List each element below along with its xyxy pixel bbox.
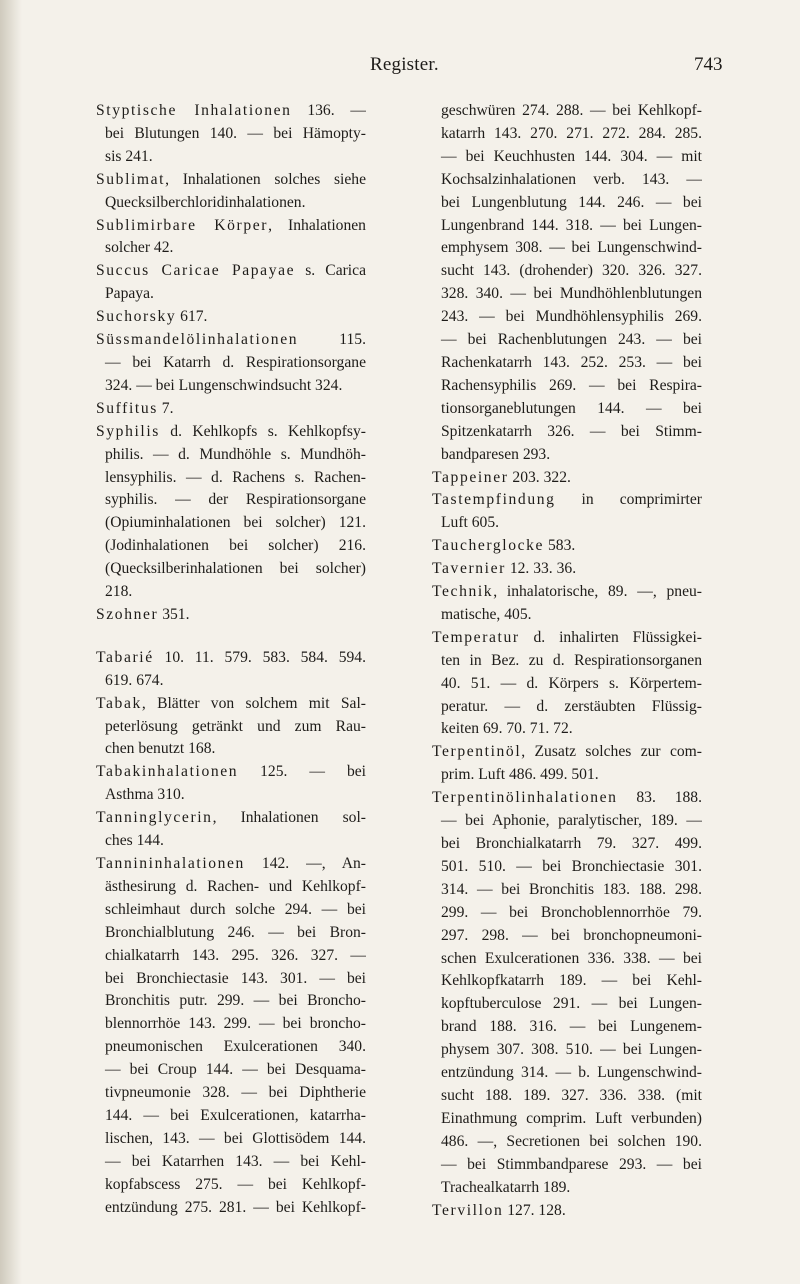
index-text: entzündung 314. — b. Lungenschwind-	[441, 1064, 702, 1082]
index-line	[96, 716, 366, 739]
index-line	[432, 925, 702, 948]
index-text: Asthma 310.	[105, 786, 185, 804]
index-line	[432, 696, 702, 719]
index-headword: Szohner	[96, 605, 159, 623]
index-text: Kochsalzinhalationen verb. 143. —	[441, 170, 702, 188]
index-line	[96, 535, 366, 558]
index-text: Einathmung comprim. Luft verbunden)	[441, 1109, 702, 1127]
index-text: s. Carica	[295, 262, 366, 280]
index-line	[432, 329, 702, 352]
index-line	[96, 670, 366, 693]
index-line	[432, 741, 702, 764]
index-line	[96, 444, 366, 467]
index-line	[432, 1039, 702, 1062]
index-line	[96, 306, 366, 329]
index-text: Spitzenkatarrh 326. — bei Stimm-	[441, 422, 702, 440]
index-text: peterlösung getränkt und zum Rau-	[105, 717, 366, 735]
index-line	[432, 169, 702, 192]
index-line	[432, 1062, 702, 1085]
index-text: kopftuberculose 291. — bei Lungen-	[441, 995, 702, 1013]
index-text: peratur. — d. zerstäubten Flüssig-	[441, 697, 702, 715]
index-text: schen Exulcerationen 336. 338. — bei	[441, 949, 702, 967]
index-line	[96, 581, 366, 604]
index-text: 324. — bei Lungenschwindsucht 324.	[105, 376, 343, 394]
index-text: 351.	[158, 605, 190, 623]
index-line	[96, 899, 366, 922]
index-line	[432, 604, 702, 627]
index-line	[432, 1131, 702, 1154]
index-line	[432, 650, 702, 673]
index-line	[432, 1016, 702, 1039]
index-line	[96, 375, 366, 398]
index-text: bei Blutungen 140. — bei Hämopty-	[105, 124, 366, 142]
index-line	[96, 1151, 366, 1174]
index-text: Kehlkopfkatarrh 189. — bei Kehl-	[441, 972, 702, 990]
index-text: 583.	[544, 537, 576, 555]
index-line	[432, 627, 702, 650]
index-text: Lungenbrand 144. 318. — bei Lungen-	[441, 216, 702, 234]
index-text: brand 188. 316. — bei Lungenem-	[441, 1018, 702, 1036]
index-line	[96, 283, 366, 306]
index-line	[432, 787, 702, 810]
index-line	[432, 421, 702, 444]
index-text: 619. 674.	[105, 671, 164, 689]
index-headword: Tabarié	[96, 648, 154, 666]
index-line	[432, 375, 702, 398]
index-text: kopfabscess 275. — bei Kehlkopf-	[105, 1175, 366, 1193]
index-headword: Tavernier	[432, 560, 506, 578]
index-line	[96, 1105, 366, 1128]
page-gutter-shadow	[0, 0, 22, 1284]
index-line	[432, 833, 702, 856]
index-text: — bei Keuchhusten 144. 304. — mit	[441, 147, 702, 165]
index-text: Luft 605.	[441, 514, 500, 532]
index-headword: Syphilis	[96, 422, 160, 440]
index-text: Trachealkatarrh 189.	[441, 1178, 571, 1196]
index-text: 12. 33. 36.	[505, 560, 577, 578]
index-headword: Tabakinhalationen	[96, 763, 239, 781]
index-text: pneumonischen Exulcerationen 340.	[105, 1038, 366, 1056]
index-text: , Inhalationen sol-	[212, 809, 366, 827]
index-text: 203. 322.	[508, 468, 571, 486]
index-line	[96, 398, 366, 421]
index-text: 115.	[298, 331, 366, 349]
index-text: Quecksilberchloridinhalationen.	[105, 193, 306, 211]
index-text: Bronchialblutung 246. — bei Bron-	[105, 923, 366, 941]
index-line	[96, 1128, 366, 1151]
index-text: 617.	[176, 308, 208, 326]
index-line	[96, 1059, 366, 1082]
index-line	[96, 807, 366, 830]
index-text: sis 241.	[105, 147, 153, 165]
index-headword: Süssmandelölinhalationen	[96, 331, 299, 349]
index-text: ästhesirung d. Rachen- und Kehlkopf-	[105, 877, 366, 895]
index-line	[432, 100, 702, 123]
index-text: — bei Katarrh d. Respirationsorgane	[105, 353, 366, 371]
index-line	[432, 718, 702, 741]
index-headword: Terpentinölinhalationen	[432, 789, 618, 807]
index-line	[96, 968, 366, 991]
index-text: Bronchitis putr. 299. — bei Broncho-	[105, 992, 366, 1010]
index-text: — bei Aphonie, paralytischer, 189. —	[441, 812, 702, 830]
index-text: — bei Katarrhen 143. — bei Kehl-	[105, 1152, 366, 1170]
index-text: keiten 69. 70. 71. 72.	[441, 720, 573, 738]
index-line	[432, 146, 702, 169]
index-line	[96, 990, 366, 1013]
index-text: 40. 51. — d. Körpers s. Körpertem-	[441, 674, 702, 692]
index-line	[96, 237, 366, 260]
index-text: — bei Rachenblutungen 243. — bei	[441, 331, 702, 349]
index-text: solcher 42.	[105, 239, 174, 257]
index-text: bei Lungenblutung 144. 246. — bei	[441, 193, 702, 211]
index-line	[96, 352, 366, 375]
index-text: 218.	[105, 583, 133, 601]
index-text: tivpneumonie 328. — bei Diphtherie	[105, 1084, 366, 1102]
index-line	[96, 192, 366, 215]
index-text: , Inhalationen	[268, 216, 366, 234]
index-line	[432, 1177, 702, 1200]
index-line	[432, 1154, 702, 1177]
index-line	[432, 260, 702, 283]
index-text: geschwüren 274. 288. — bei Kehlkopf-	[441, 102, 702, 119]
index-line	[96, 761, 366, 784]
index-line	[96, 945, 366, 968]
index-text: , Inhalationen solches siehe	[165, 170, 366, 188]
index-line	[96, 693, 366, 716]
index-line	[432, 764, 702, 787]
index-line	[432, 1200, 702, 1223]
index-text: chialkatarrh 143. 295. 326. 327. —	[105, 946, 366, 964]
index-text: 10. 11. 579. 583. 584. 594.	[153, 648, 366, 666]
index-text: Papaya.	[105, 285, 154, 303]
index-headword: Tabak	[96, 694, 142, 712]
index-line	[96, 558, 366, 581]
index-headword: Sublimirbare Körper	[96, 216, 269, 234]
index-line	[432, 444, 702, 467]
index-text: 83. 188.	[617, 789, 702, 807]
index-text: d. Kehlkopfs s. Kehlkopfsy-	[159, 422, 366, 440]
index-line	[96, 784, 366, 807]
index-text: , Blätter von solchem mit Sal-	[141, 694, 366, 712]
index-line	[432, 856, 702, 879]
index-line	[96, 853, 366, 876]
index-line	[96, 922, 366, 945]
index-line	[96, 647, 366, 670]
index-text: 136. —	[291, 102, 366, 119]
section-gap	[96, 627, 366, 647]
index-line	[96, 1013, 366, 1036]
index-line	[96, 512, 366, 535]
index-line	[96, 169, 366, 192]
index-text: , Zusatz solches zur com-	[521, 743, 702, 761]
index-headword: Succus Caricae Papayae	[96, 262, 296, 280]
index-headword: Tappeiner	[432, 468, 509, 486]
index-text: — bei Stimmbandparese 293. — bei	[441, 1155, 702, 1173]
index-text: lensyphilis. — d. Rachens s. Rachen-	[105, 468, 366, 486]
index-line	[432, 192, 702, 215]
index-line	[432, 558, 702, 581]
index-headword: Tastempfindung	[432, 491, 556, 509]
page-number: 743	[694, 54, 723, 75]
index-line	[96, 215, 366, 238]
index-text: syphilis. — der Respirationsorgane	[105, 491, 366, 509]
index-text: emphysem 308. — bei Lungenschwind-	[441, 239, 702, 257]
index-line	[432, 489, 702, 512]
index-line	[96, 738, 366, 761]
index-text: 501. 510. — bei Bronchiectasie 301.	[441, 857, 702, 875]
index-headword: Technik	[432, 583, 494, 601]
index-line	[96, 876, 366, 899]
index-text: entzündung 275. 281. — bei Kehlkopf-	[105, 1198, 366, 1216]
index-headword: Taucherglocke	[432, 537, 545, 555]
index-line	[96, 1082, 366, 1105]
index-text: 127. 128.	[503, 1201, 566, 1219]
index-line	[432, 535, 702, 558]
index-line	[432, 237, 702, 260]
index-line	[96, 1197, 366, 1220]
index-text: chen benutzt 168.	[105, 740, 216, 758]
index-line	[432, 581, 702, 604]
index-text: prim. Luft 486. 499. 501.	[441, 766, 599, 784]
index-text: 144. — bei Exulcerationen, katarrha-	[105, 1106, 366, 1124]
index-text: sucht 143. (drohender) 320. 326. 327.	[441, 262, 702, 280]
index-line	[96, 421, 366, 444]
running-head: Register.	[370, 54, 439, 75]
index-line	[96, 146, 366, 169]
index-line	[432, 352, 702, 375]
index-text: (Opiuminhalationen bei solcher) 121.	[105, 514, 366, 532]
index-text: sucht 188. 189. 327. 336. 338. (mit	[441, 1086, 702, 1104]
index-line	[432, 283, 702, 306]
index-headword: Temperatur	[432, 628, 520, 646]
index-column-right	[432, 100, 702, 1222]
index-text: 486. —, Secretionen bei solchen 190.	[441, 1132, 702, 1150]
index-line	[96, 604, 366, 627]
index-text: physem 307. 308. 510. — bei Lungen-	[441, 1041, 702, 1059]
index-line	[432, 902, 702, 925]
index-line	[432, 512, 702, 535]
index-text: d. inhalirten Flüssigkei-	[519, 628, 702, 646]
index-line	[432, 215, 702, 238]
index-line	[432, 1108, 702, 1131]
index-line	[96, 123, 366, 146]
index-text: 299. — bei Bronchoblennorrhöe 79.	[441, 903, 702, 921]
index-text: philis. — d. Mundhöhle s. Mundhöh-	[105, 445, 366, 463]
index-line	[96, 830, 366, 853]
index-line	[96, 467, 366, 490]
index-line	[432, 1085, 702, 1108]
index-text: (Jodinhalationen bei solcher) 216.	[105, 537, 366, 555]
index-text: 142. —, An-	[244, 855, 366, 872]
index-headword: Terpentinöl	[432, 743, 522, 761]
index-text: ten in Bez. zu d. Respirationsorganen	[441, 651, 702, 669]
index-text: Rachensyphilis 269. — bei Respira-	[441, 376, 702, 394]
index-text: 243. — bei Mundhöhlensyphilis 269.	[441, 308, 702, 326]
index-text: 314. — bei Bronchitis 183. 188. 298.	[441, 880, 702, 898]
index-line	[432, 948, 702, 971]
index-headword: Suffitus	[96, 399, 158, 417]
index-line	[96, 260, 366, 283]
index-text: 7.	[157, 399, 174, 417]
index-text: Rachenkatarrh 143. 252. 253. — bei	[441, 353, 702, 371]
index-text: schleimhaut durch solche 294. — bei	[105, 900, 366, 918]
index-line	[96, 329, 366, 352]
index-line	[432, 306, 702, 329]
index-column-left	[96, 100, 366, 1220]
index-text: katarrh 143. 270. 271. 272. 284. 285.	[441, 124, 702, 142]
index-text: ches 144.	[105, 832, 164, 850]
index-text: 328. 340. — bei Mundhöhlenblutungen	[441, 285, 702, 303]
index-text: — bei Croup 144. — bei Desquama-	[105, 1061, 366, 1079]
index-text: bei Bronchiectasie 143. 301. — bei	[105, 969, 366, 987]
index-line	[432, 123, 702, 146]
index-text: blennorrhöe 143. 299. — bei broncho-	[105, 1015, 366, 1033]
index-headword: Tanninglycerin	[96, 809, 213, 827]
index-line	[432, 879, 702, 902]
index-headword: Sublimat	[96, 170, 166, 188]
index-line	[432, 993, 702, 1016]
index-headword: Suchorsky	[96, 308, 177, 326]
index-text: tionsorganeblutungen 144. — bei	[441, 399, 702, 417]
index-text: 297. 298. — bei bronchopneumoni-	[441, 926, 702, 944]
index-text: bandparesen 293.	[441, 445, 551, 463]
index-text: 125. — bei	[238, 763, 366, 781]
index-line	[432, 398, 702, 421]
index-text: matische, 405.	[441, 605, 532, 623]
index-text: bei Bronchialkatarrh 79. 327. 499.	[441, 835, 702, 852]
index-headword: Tervillon	[432, 1201, 504, 1219]
index-text: in comprimirter	[555, 491, 702, 509]
index-headword: Tannininhalationen	[96, 855, 245, 872]
index-line	[432, 673, 702, 696]
index-line	[96, 1036, 366, 1059]
index-line	[96, 489, 366, 512]
index-text: , inhalatorische, 89. —, pneu-	[493, 583, 702, 601]
index-line	[432, 467, 702, 490]
index-line	[432, 970, 702, 993]
index-line	[432, 810, 702, 833]
page-header	[0, 54, 800, 84]
index-line	[96, 100, 366, 123]
index-headword: Styptische Inhalationen	[96, 102, 292, 119]
index-line	[96, 1174, 366, 1197]
index-text: lischen, 143. — bei Glottisödem 144.	[105, 1129, 366, 1147]
index-text: (Quecksilberinhalationen bei solcher)	[105, 560, 366, 578]
